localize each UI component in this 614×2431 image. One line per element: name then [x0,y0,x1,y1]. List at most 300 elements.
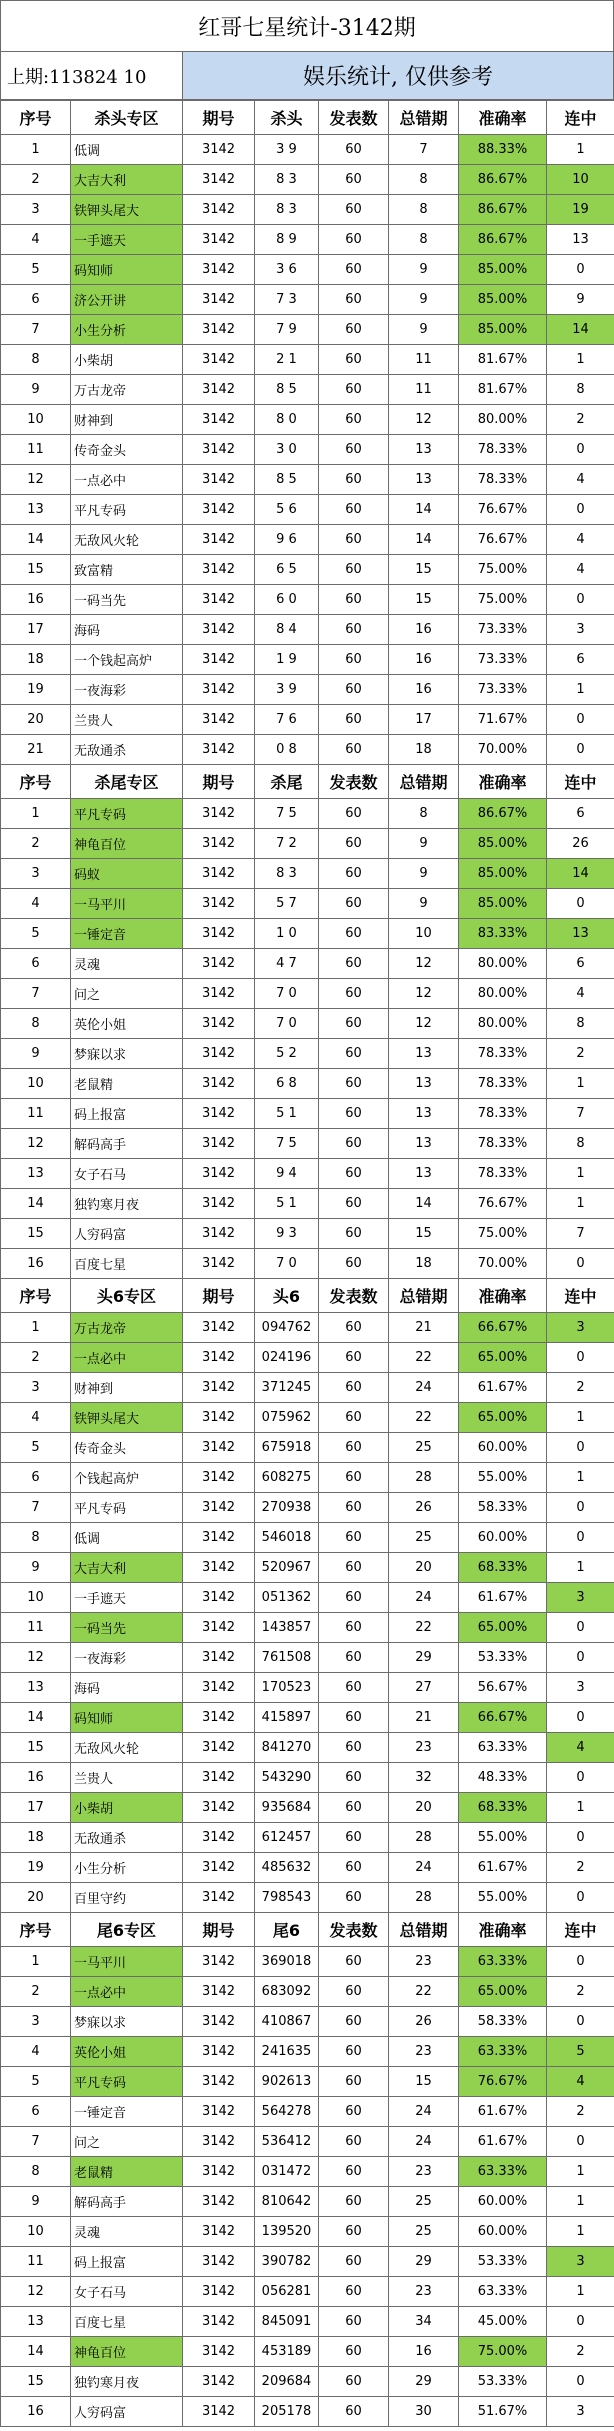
cell-accuracy: 51.67% [459,2397,547,2427]
table-row [1,1039,614,1069]
cell-period: 3142 [183,675,255,705]
cell-pick: 564278 [255,2097,319,2127]
cell-streak: 3 [547,1583,614,1613]
table-row [1,2217,614,2247]
column-header-name: 头6专区 [71,1279,183,1313]
cell-pick: 051362 [255,1583,319,1613]
cell-misses: 15 [389,1219,459,1249]
cell-index: 12 [1,465,71,495]
cell-period: 3142 [183,2007,255,2037]
cell-accuracy: 60.00% [459,1523,547,1553]
cell-posts: 60 [319,2097,389,2127]
cell-period: 3142 [183,375,255,405]
cell-name: 大吉大利 [71,165,183,195]
cell-accuracy: 65.00% [459,1403,547,1433]
cell-period: 3142 [183,405,255,435]
table-row [1,2067,614,2097]
cell-name: 小生分析 [71,315,183,345]
table-row [1,255,614,285]
cell-accuracy: 61.67% [459,1853,547,1883]
cell-posts: 60 [319,195,389,225]
cell-streak: 0 [547,1643,614,1673]
cell-accuracy: 80.00% [459,979,547,1009]
cell-pick: 2 1 [255,345,319,375]
column-header-misses: 总错期 [389,101,459,135]
cell-period: 3142 [183,2247,255,2277]
cell-accuracy: 45.00% [459,2307,547,2337]
cell-period: 3142 [183,1793,255,1823]
cell-posts: 60 [319,1189,389,1219]
cell-name: 海码 [71,1673,183,1703]
cell-streak: 0 [547,2367,614,2397]
cell-accuracy: 53.33% [459,1643,547,1673]
cell-misses: 28 [389,1883,459,1913]
cell-pick: 3 0 [255,435,319,465]
cell-misses: 27 [389,1673,459,1703]
cell-index: 7 [1,979,71,1009]
cell-posts: 60 [319,135,389,165]
cell-name: 女子石马 [71,1159,183,1189]
cell-accuracy: 86.67% [459,225,547,255]
cell-posts: 60 [319,1673,389,1703]
cell-period: 3142 [183,1129,255,1159]
cell-accuracy: 65.00% [459,1613,547,1643]
cell-name: 平凡专码 [71,799,183,829]
cell-posts: 60 [319,1159,389,1189]
cell-name: 神龟百位 [71,829,183,859]
cell-name: 码知师 [71,255,183,285]
cell-pick: 5 6 [255,495,319,525]
cell-posts: 60 [319,1583,389,1613]
cell-streak: 1 [547,2157,614,2187]
cell-pick: 9 6 [255,525,319,555]
cell-accuracy: 60.00% [459,1433,547,1463]
cell-period: 3142 [183,859,255,889]
cell-streak: 6 [547,645,614,675]
cell-index: 12 [1,1129,71,1159]
cell-accuracy: 61.67% [459,2127,547,2157]
cell-name: 百度七星 [71,1249,183,1279]
cell-name: 英伦小姐 [71,1009,183,1039]
cell-index: 18 [1,645,71,675]
cell-accuracy: 65.00% [459,1343,547,1373]
cell-streak: 3 [547,1313,614,1343]
cell-misses: 9 [389,255,459,285]
cell-accuracy: 60.00% [459,2217,547,2247]
cell-accuracy: 75.00% [459,2337,547,2367]
cell-name: 解码高手 [71,2187,183,2217]
cell-misses: 9 [389,889,459,919]
cell-pick: 415897 [255,1703,319,1733]
cell-period: 3142 [183,2277,255,2307]
cell-misses: 9 [389,285,459,315]
cell-posts: 60 [319,1099,389,1129]
cell-pick: 453189 [255,2337,319,2367]
cell-misses: 14 [389,525,459,555]
cell-accuracy: 80.00% [459,405,547,435]
cell-misses: 24 [389,1583,459,1613]
cell-misses: 24 [389,2127,459,2157]
cell-accuracy: 68.33% [459,1793,547,1823]
cell-streak: 1 [547,1463,614,1493]
cell-streak: 2 [547,1977,614,2007]
cell-misses: 25 [389,1523,459,1553]
table-row [1,2247,614,2277]
cell-index: 10 [1,1069,71,1099]
cell-index: 16 [1,2397,71,2427]
cell-streak: 4 [547,1733,614,1763]
column-header-streak: 连中 [547,101,614,135]
cell-posts: 60 [319,255,389,285]
cell-period: 3142 [183,225,255,255]
cell-name: 致富精 [71,555,183,585]
table-row [1,345,614,375]
cell-name: 小柴胡 [71,1793,183,1823]
cell-accuracy: 86.67% [459,195,547,225]
cell-streak: 13 [547,225,614,255]
cell-name: 人穷码富 [71,2397,183,2427]
cell-streak: 0 [547,1343,614,1373]
cell-period: 3142 [183,1733,255,1763]
cell-pick: 390782 [255,2247,319,2277]
cell-posts: 60 [319,1403,389,1433]
cell-streak: 0 [547,255,614,285]
cell-accuracy: 78.33% [459,435,547,465]
cell-name: 铁钾头尾大 [71,195,183,225]
cell-misses: 8 [389,225,459,255]
cell-period: 3142 [183,1343,255,1373]
cell-streak: 0 [547,2127,614,2157]
last-period-result: 上期:113824 10 [1,52,183,99]
cell-misses: 13 [389,465,459,495]
cell-index: 14 [1,1703,71,1733]
table-row [1,1373,614,1403]
cell-posts: 60 [319,1823,389,1853]
cell-index: 9 [1,1553,71,1583]
section-header-row [1,1279,614,1313]
cell-streak: 10 [547,165,614,195]
cell-pick: 1 0 [255,919,319,949]
cell-streak: 2 [547,1039,614,1069]
cell-index: 3 [1,859,71,889]
stats-table [0,100,614,2427]
column-header-streak: 连中 [547,1279,614,1313]
cell-posts: 60 [319,1129,389,1159]
cell-misses: 8 [389,165,459,195]
cell-index: 13 [1,495,71,525]
cell-period: 3142 [183,2067,255,2097]
cell-period: 3142 [183,1523,255,1553]
cell-posts: 60 [319,949,389,979]
table-row [1,799,614,829]
cell-streak: 0 [547,1249,614,1279]
cell-pick: 7 5 [255,1129,319,1159]
cell-streak: 1 [547,1159,614,1189]
cell-accuracy: 81.67% [459,345,547,375]
cell-streak: 3 [547,1673,614,1703]
column-header-streak: 连中 [547,1913,614,1947]
cell-index: 14 [1,1189,71,1219]
cell-index: 7 [1,1493,71,1523]
cell-accuracy: 55.00% [459,1463,547,1493]
cell-posts: 60 [319,2187,389,2217]
cell-period: 3142 [183,585,255,615]
cell-index: 1 [1,135,71,165]
cell-accuracy: 66.67% [459,1313,547,1343]
cell-accuracy: 55.00% [459,1823,547,1853]
cell-streak: 4 [547,555,614,585]
cell-streak: 0 [547,705,614,735]
cell-posts: 60 [319,1219,389,1249]
cell-misses: 15 [389,555,459,585]
cell-streak: 19 [547,195,614,225]
cell-index: 10 [1,2217,71,2247]
cell-period: 3142 [183,1463,255,1493]
cell-streak: 1 [547,345,614,375]
cell-pick: 170523 [255,1673,319,1703]
cell-pick: 3 9 [255,675,319,705]
column-header-misses: 总错期 [389,1279,459,1313]
cell-index: 18 [1,1823,71,1853]
column-header-period: 期号 [183,101,255,135]
cell-streak: 3 [547,2397,614,2427]
cell-index: 1 [1,1313,71,1343]
cell-misses: 25 [389,2217,459,2247]
cell-streak: 14 [547,859,614,889]
cell-name: 兰贵人 [71,1763,183,1793]
cell-accuracy: 53.33% [459,2247,547,2277]
cell-name: 平凡专码 [71,2067,183,2097]
cell-posts: 60 [319,1793,389,1823]
cell-posts: 60 [319,1343,389,1373]
cell-pick: 3 6 [255,255,319,285]
cell-pick: 761508 [255,1643,319,1673]
cell-index: 20 [1,1883,71,1913]
cell-pick: 9 4 [255,1159,319,1189]
section-header-row [1,765,614,799]
column-header-pick: 尾6 [255,1913,319,1947]
cell-misses: 22 [389,1977,459,2007]
table-row [1,2127,614,2157]
cell-posts: 60 [319,1613,389,1643]
cell-pick: 7 0 [255,1009,319,1039]
cell-period: 3142 [183,1493,255,1523]
cell-pick: 024196 [255,1343,319,1373]
cell-period: 3142 [183,979,255,1009]
column-header-accuracy: 准确率 [459,1279,547,1313]
cell-name: 兰贵人 [71,705,183,735]
cell-pick: 7 0 [255,979,319,1009]
cell-posts: 60 [319,1703,389,1733]
cell-pick: 6 5 [255,555,319,585]
cell-pick: 5 2 [255,1039,319,1069]
cell-streak: 1 [547,2277,614,2307]
cell-streak: 0 [547,1947,614,1977]
cell-pick: 612457 [255,1823,319,1853]
cell-streak: 0 [547,1823,614,1853]
table-row [1,979,614,1009]
cell-posts: 60 [319,345,389,375]
cell-index: 2 [1,1343,71,1373]
table-row [1,1403,614,1433]
cell-posts: 60 [319,2067,389,2097]
cell-misses: 34 [389,2307,459,2337]
cell-period: 3142 [183,345,255,375]
cell-name: 低调 [71,135,183,165]
cell-index: 6 [1,2097,71,2127]
cell-posts: 60 [319,555,389,585]
cell-accuracy: 76.67% [459,495,547,525]
table-row [1,2007,614,2037]
cell-period: 3142 [183,1853,255,1883]
cell-index: 3 [1,195,71,225]
cell-accuracy: 78.33% [459,1099,547,1129]
cell-index: 15 [1,555,71,585]
cell-period: 3142 [183,2367,255,2397]
cell-misses: 23 [389,2277,459,2307]
cell-streak: 3 [547,2247,614,2277]
cell-posts: 60 [319,2127,389,2157]
cell-pick: 8 9 [255,225,319,255]
cell-period: 3142 [183,1947,255,1977]
table-row [1,195,614,225]
cell-index: 19 [1,1853,71,1883]
cell-index: 15 [1,1219,71,1249]
cell-name: 独钓寒月夜 [71,2367,183,2397]
cell-index: 6 [1,285,71,315]
cell-index: 5 [1,2067,71,2097]
table-row [1,1763,614,1793]
cell-misses: 25 [389,2187,459,2217]
cell-name: 解码高手 [71,1129,183,1159]
column-header-posts: 发表数 [319,101,389,135]
cell-posts: 60 [319,2007,389,2037]
cell-streak: 0 [547,495,614,525]
cell-accuracy: 58.33% [459,1493,547,1523]
cell-misses: 18 [389,1249,459,1279]
section-header-row [1,101,614,135]
cell-pick: 902613 [255,2067,319,2097]
cell-misses: 32 [389,1763,459,1793]
cell-pick: 205178 [255,2397,319,2427]
cell-name: 百度七星 [71,2307,183,2337]
cell-pick: 675918 [255,1433,319,1463]
cell-pick: 935684 [255,1793,319,1823]
cell-streak: 1 [547,1403,614,1433]
cell-posts: 60 [319,165,389,195]
cell-posts: 60 [319,889,389,919]
cell-pick: 841270 [255,1733,319,1763]
cell-index: 2 [1,829,71,859]
cell-misses: 24 [389,1853,459,1883]
cell-pick: 9 3 [255,1219,319,1249]
cell-accuracy: 63.33% [459,1733,547,1763]
cell-name: 梦寐以求 [71,2007,183,2037]
cell-pick: 810642 [255,2187,319,2217]
info-row [0,52,614,100]
cell-accuracy: 83.33% [459,919,547,949]
cell-accuracy: 86.67% [459,165,547,195]
cell-accuracy: 76.67% [459,525,547,555]
cell-index: 6 [1,949,71,979]
column-header-posts: 发表数 [319,1913,389,1947]
cell-index: 10 [1,1583,71,1613]
cell-streak: 0 [547,1883,614,1913]
cell-posts: 60 [319,1643,389,1673]
table-row [1,1947,614,1977]
cell-index: 7 [1,2127,71,2157]
cell-misses: 16 [389,2337,459,2367]
cell-pick: 485632 [255,1853,319,1883]
column-header-name: 杀尾专区 [71,765,183,799]
cell-posts: 60 [319,1249,389,1279]
cell-misses: 13 [389,1159,459,1189]
cell-accuracy: 70.00% [459,1249,547,1279]
cell-period: 3142 [183,2187,255,2217]
cell-misses: 10 [389,919,459,949]
cell-posts: 60 [319,1493,389,1523]
cell-accuracy: 63.33% [459,2157,547,2187]
cell-accuracy: 81.67% [459,375,547,405]
cell-name: 一手遮天 [71,1583,183,1613]
table-row [1,1703,614,1733]
table-row [1,1853,614,1883]
cell-posts: 60 [319,225,389,255]
cell-posts: 60 [319,2367,389,2397]
cell-streak: 0 [547,1523,614,1553]
cell-index: 17 [1,1793,71,1823]
cell-period: 3142 [183,1433,255,1463]
cell-pick: 8 3 [255,195,319,225]
cell-pick: 8 3 [255,165,319,195]
cell-posts: 60 [319,2397,389,2427]
table-row [1,1069,614,1099]
cell-name: 一点必中 [71,1343,183,1373]
cell-name: 问之 [71,979,183,1009]
cell-name: 码知师 [71,1703,183,1733]
cell-streak: 6 [547,799,614,829]
cell-misses: 14 [389,1189,459,1219]
cell-period: 3142 [183,195,255,225]
cell-posts: 60 [319,1977,389,2007]
cell-name: 老鼠精 [71,1069,183,1099]
cell-pick: 546018 [255,1523,319,1553]
cell-misses: 20 [389,1793,459,1823]
cell-name: 传奇金头 [71,1433,183,1463]
cell-index: 13 [1,2307,71,2337]
cell-posts: 60 [319,1313,389,1343]
cell-name: 个钱起高炉 [71,1463,183,1493]
table-row [1,2397,614,2427]
cell-accuracy: 86.67% [459,799,547,829]
table-row [1,585,614,615]
cell-pick: 520967 [255,1553,319,1583]
cell-name: 一点必中 [71,1977,183,2007]
cell-misses: 15 [389,2067,459,2097]
cell-posts: 60 [319,435,389,465]
cell-pick: 7 6 [255,705,319,735]
cell-index: 8 [1,1009,71,1039]
cell-index: 9 [1,1039,71,1069]
cell-posts: 60 [319,2337,389,2367]
cell-period: 3142 [183,735,255,765]
cell-accuracy: 85.00% [459,285,547,315]
cell-accuracy: 88.33% [459,135,547,165]
cell-name: 梦寐以求 [71,1039,183,1069]
cell-streak: 0 [547,2307,614,2337]
cell-posts: 60 [319,2247,389,2277]
cell-pick: 7 2 [255,829,319,859]
